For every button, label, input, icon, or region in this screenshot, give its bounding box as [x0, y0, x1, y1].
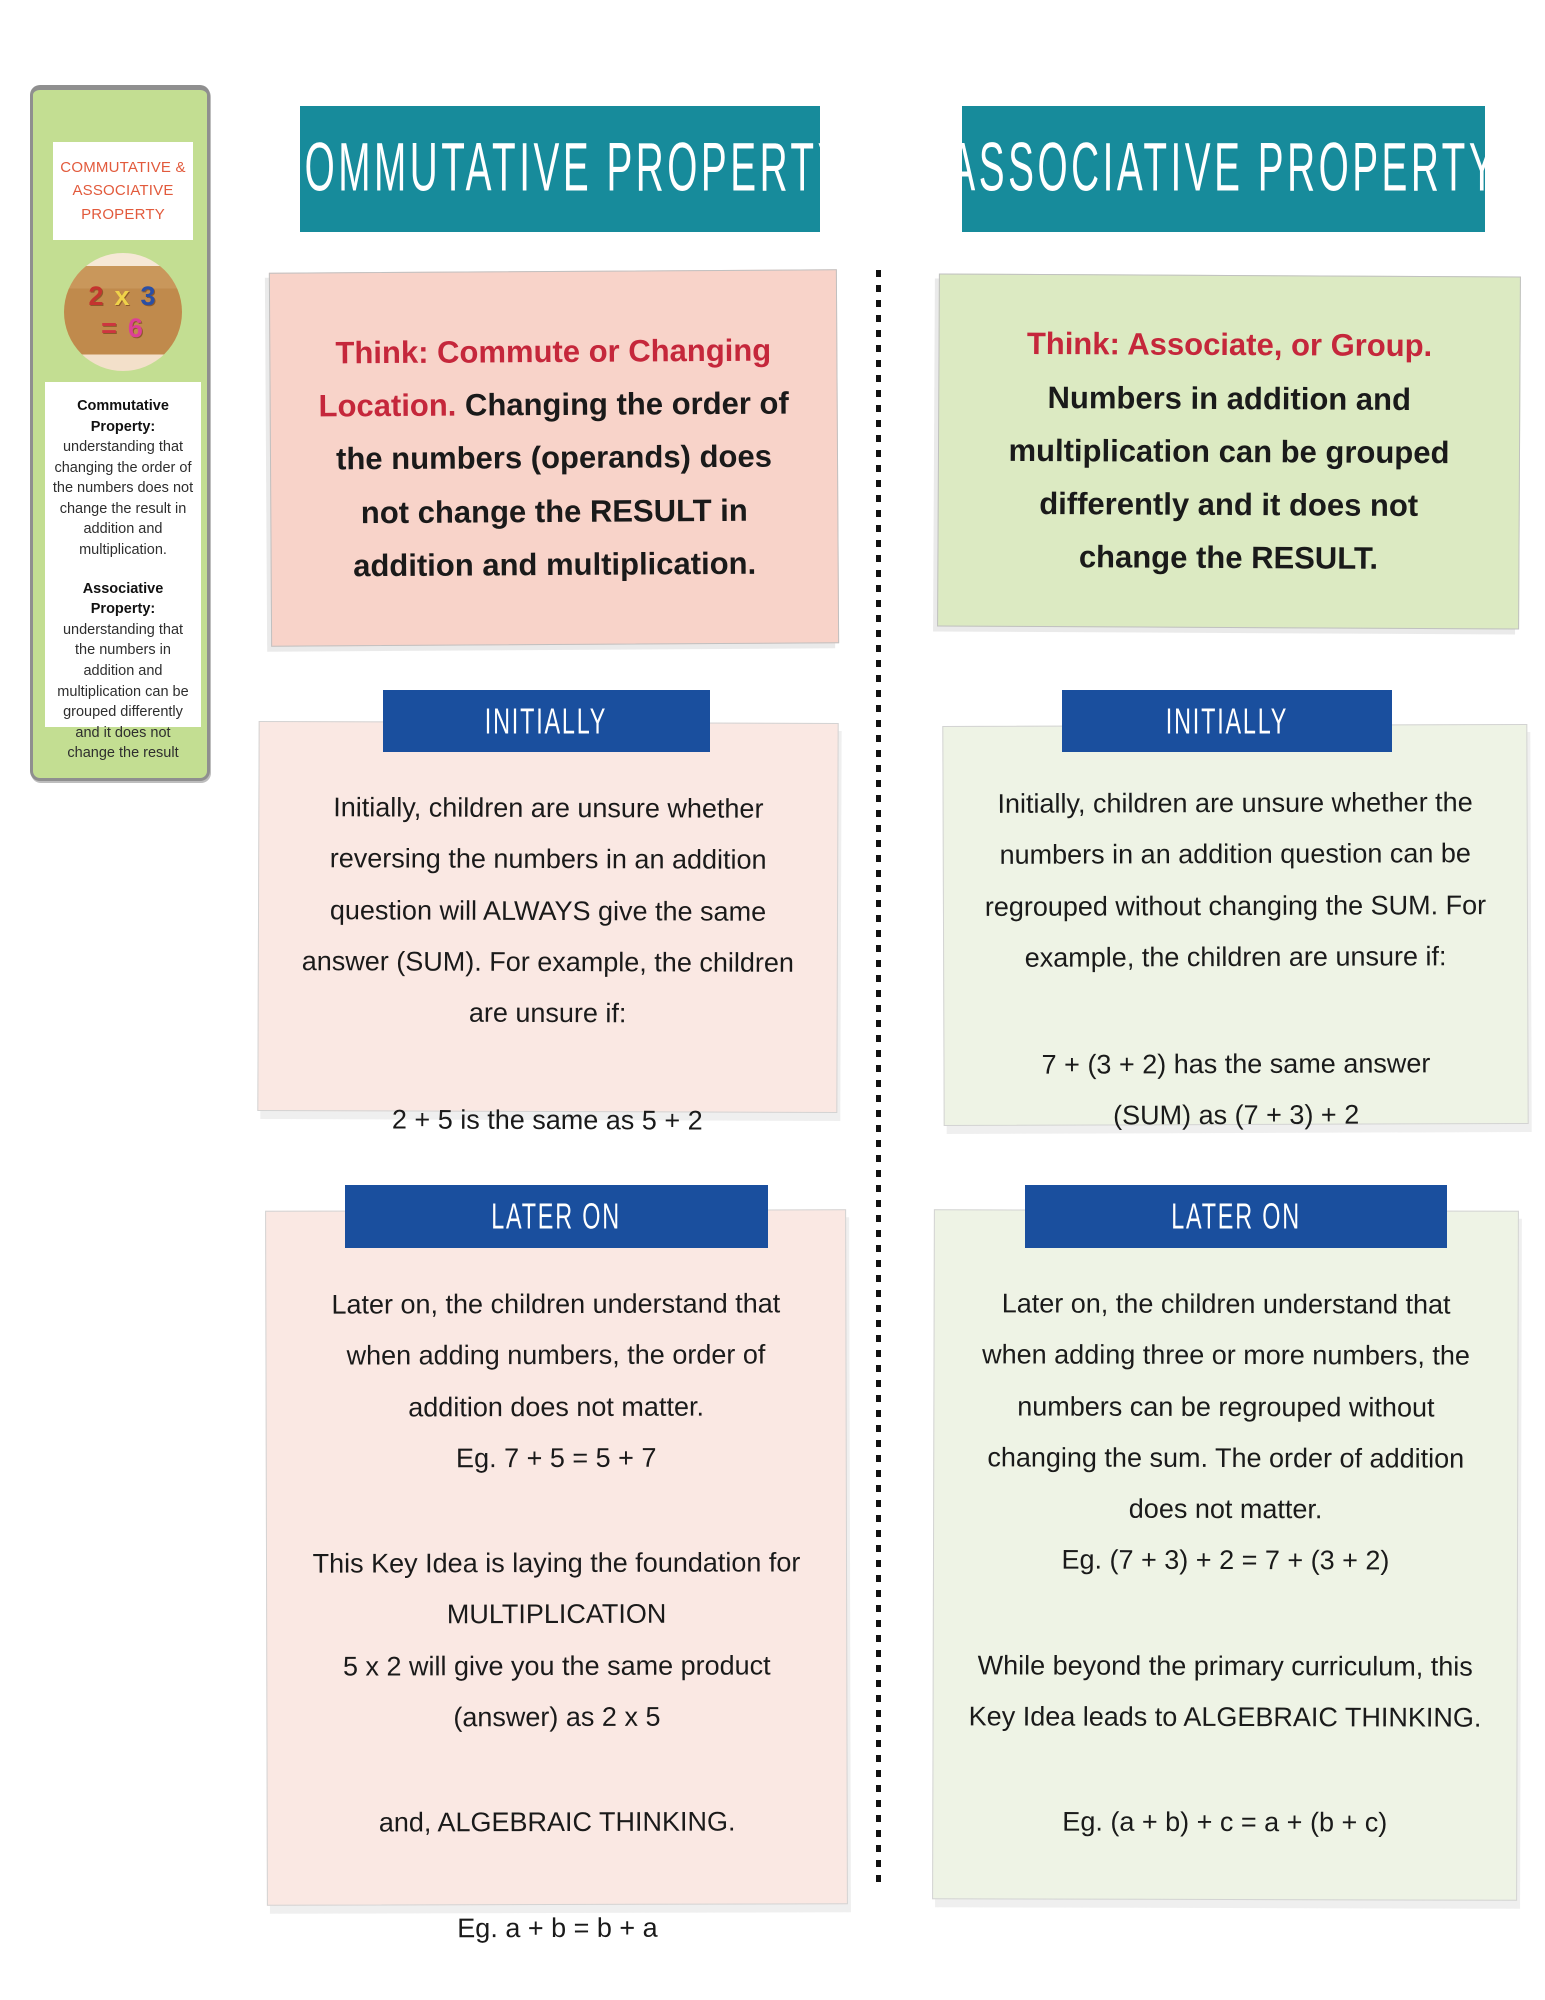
- associative-later-p3: While beyond the primary curriculum, this Key Idea leads to ALGEBRAIC THINKING.: [968, 1650, 1482, 1733]
- commutative-initially-badge-label: INITIALLY: [485, 699, 608, 742]
- equation-bottom-row: [101, 312, 145, 344]
- associative-initially-badge-label: INITIALLY: [1165, 699, 1289, 742]
- equation-top-row: [88, 280, 157, 312]
- commutative-initially-box: [257, 721, 838, 1137]
- equals-icon: =: [101, 313, 119, 343]
- sidebar-title: COMMUTATIVE & ASSOCIATIVE PROPERTY: [60, 159, 186, 223]
- associative-later-badge-label: LATER ON: [1171, 1194, 1301, 1237]
- commutative-definition: [51, 396, 195, 561]
- commutative-later-p2: Eg. 7 + 5 = 5 + 7: [455, 1442, 657, 1474]
- associative-think-text: [938, 317, 1519, 587]
- commutative-later-p5: and, ALGEBRAIC THINKING.: [378, 1806, 736, 1838]
- commutative-later-p1: Later on, the children understand that when adding numbers, the order of addition does not matter.: [331, 1288, 781, 1422]
- commutative-think-rest: Changing the order of the numbers (operands) does not change the RESULT in addition and multiplication.: [335, 385, 789, 584]
- equation-term2: 3: [140, 280, 158, 311]
- sidebar-definitions-card: [45, 382, 201, 762]
- equation-image: [64, 253, 182, 371]
- equation-result: 6: [127, 313, 145, 343]
- commutative-initially-example: 2 + 5 is the same as 5 + 2: [391, 1104, 703, 1137]
- associative-later-p2: Eg. (7 + 3) + 2 = 7 + (3 + 2): [1061, 1545, 1390, 1576]
- commutative-later-box: [265, 1209, 848, 1943]
- commutative-later-p6: Eg. a + b = b + a: [457, 1912, 658, 1943]
- sidebar-title-card: [53, 142, 193, 240]
- commutative-definition-body: understanding that changing the order of the numbers does not change the result in addition and multiplication.: [52, 439, 194, 559]
- dotted-divider: [876, 270, 881, 1890]
- equation-term1: 2: [88, 280, 106, 311]
- associative-think-box: [937, 273, 1521, 629]
- associative-initially-example: 7 + (3 + 2) has the same answer (SUM) as (7 + 3) + 2: [1041, 1048, 1431, 1131]
- commutative-initially-paragraph: Initially, children are unsure whether reversing the numbers in an addition question will ALWAYS give the same answer (SUM). For example, the children are unsure if:: [301, 792, 794, 1029]
- commutative-later-p3: This Key Idea is laying the foundation for MULTIPLICATION: [312, 1547, 801, 1630]
- sidebar-panel: [30, 85, 210, 781]
- commutative-later-badge: [345, 1185, 768, 1248]
- commutative-think-text: [270, 323, 838, 593]
- associative-later-badge: [1025, 1185, 1447, 1248]
- commutative-initially-badge: [383, 690, 710, 752]
- commutative-header-label: COMMUTATIVE PROPERTY: [273, 130, 847, 207]
- commutative-think-box: [269, 269, 839, 646]
- commutative-later-p4: 5 x 2 will give you the same product (answer) as 2 x 5: [342, 1650, 771, 1733]
- associative-definition-body: understanding that the numbers in addition and multiplication can be grouped differently and it does not change the result: [57, 621, 189, 762]
- multiply-icon: x: [114, 280, 132, 311]
- associative-think-rest: Numbers in addition and multiplication can be grouped differently and it does not change the RESULT.: [1008, 379, 1450, 577]
- associative-initially-badge: [1062, 690, 1392, 752]
- commutative-header: [273, 106, 847, 232]
- commutative-think-lead: Think: Commute or Changing Location.: [318, 332, 772, 424]
- associative-definition-heading: Associative Property:: [82, 580, 164, 618]
- associative-header-label: ASSOCIATIVE PROPERTY: [949, 130, 1498, 207]
- associative-initially-box: [942, 724, 1528, 1131]
- commutative-definition-heading: Commutative Property:: [77, 398, 169, 435]
- associative-later-p4: Eg. (a + b) + c = a + (b + c): [1062, 1806, 1388, 1838]
- commutative-later-badge-label: LATER ON: [491, 1194, 622, 1237]
- associative-definition: [51, 579, 195, 764]
- associative-later-box: [932, 1209, 1519, 1901]
- associative-think-lead: Think: Associate, or Group.: [1026, 326, 1433, 364]
- associative-header: [949, 106, 1498, 232]
- associative-later-p1: Later on, the children understand that when adding three or more numbers, the numbers can be regrouped without changing the sum. The order of addition does not matter.: [982, 1288, 1470, 1525]
- associative-initially-paragraph: Initially, children are unsure whether the numbers in an addition question can be regrouped without changing the SUM. For example, the children are unsure if:: [984, 787, 1487, 973]
